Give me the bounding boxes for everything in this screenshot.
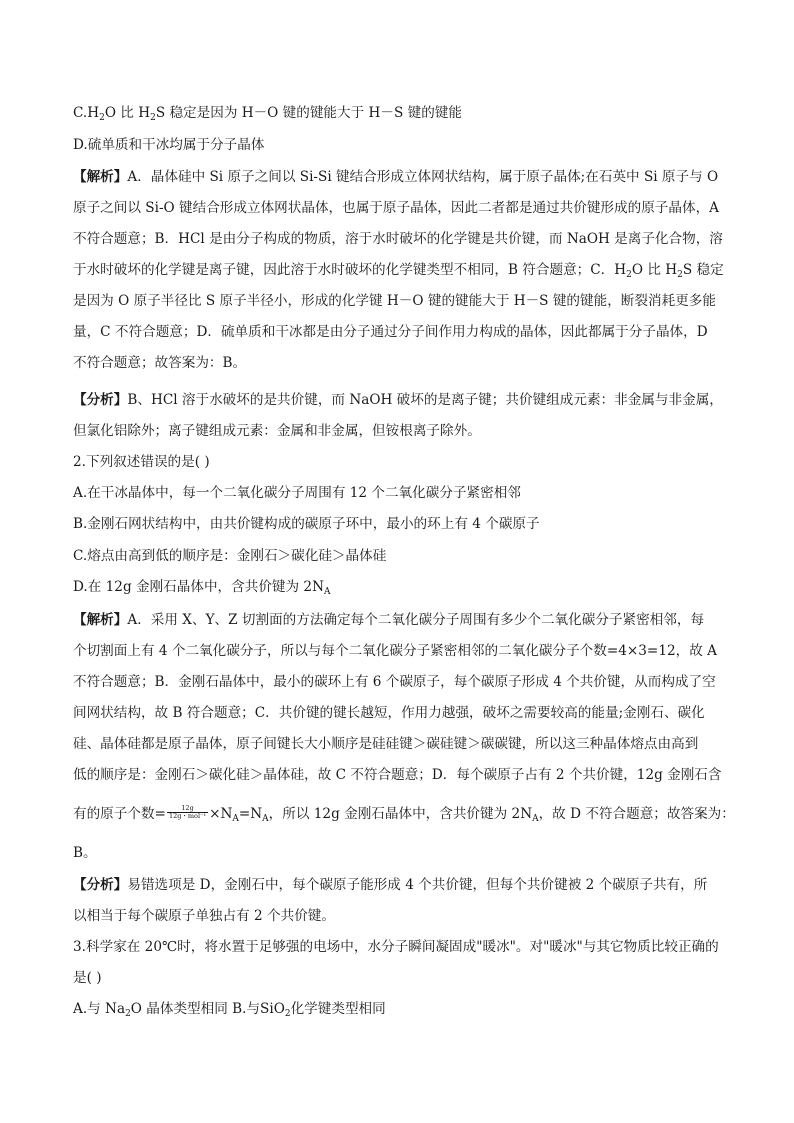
- analysis-2-line-3: 不符合题意；B．金刚石晶体中，最小的碳环上有 6 个碳原子，每个碳原子形成 4 个共价键，从而构成了空: [73, 674, 716, 690]
- analysis-1-line-1: 【解析】A．晶体硅中 Si 原子之间以 Si-Si 键结合形成立体网状结构，属于原子晶体;在石英中 Si 原子与 O: [73, 169, 719, 185]
- fenxi-2-line-2: 以相当于每个碳原子单独占有 2 个共价键。: [73, 908, 335, 924]
- question-3-options-ab: A.与 $Na_2O$ 晶体类型相同 B.与SiO$_2$化学键类型相同: [73, 1001, 386, 1019]
- analysis-1-line-6: 量，C 不符合题意；D．硫单质和干冰都是由分子通过分子间作用力构成的晶体，因此都属于分子晶体，D: [73, 324, 708, 340]
- analysis-2-line-7: 有的原子个数= $\frac{12g}{\text{12g・mol⁻¹}}$ $\times N_A=N_A$，所以 12g 金刚石晶体中，含共价键为 $2N_A$，故 D 不符合题意；故答案为：: [73, 804, 735, 824]
- analysis-1-line-7: 不符合题意；故答案为：B。: [73, 355, 247, 371]
- fenxi-2-line-1: 【分析】易错选项是 D，金刚石中，每个碳原子能形成 4 个共价键，但每个共价键被 2 个碳原子共有，所: [73, 877, 708, 893]
- analysis-2-line-2: 个切割面上有 4 个二氧化碳分子，所以与每个二氧化碳分子紧密相邻的二氧化碳分子个数=4×3=12，故 A: [73, 643, 717, 659]
- question-3-stem-line-2: 是( ): [73, 970, 102, 986]
- option-d-line: D.硫单质和干冰均属于分子晶体: [73, 137, 265, 153]
- question-2-option-c: C.熔点由高到低的顺序是：金刚石＞碳化硅＞晶体硅: [73, 548, 387, 564]
- analysis-2-line-1: 【解析】A．采用 X、Y、Z 切割面的方法确定每个二氧化碳分子周围有多少个二氧化碳分子紧密相邻，每: [73, 612, 705, 628]
- analysis-1-line-4: 于水时破坏的化学键是离子键，因此溶于水时破坏的化学键类型不相同，B 符合题意；C．$H_2O$ 比 $H_2S$ 稳定: [73, 262, 724, 280]
- question-2-option-b: B.金刚石网状结构中，由共价键构成的碳原子环中，最小的环上有 4 个碳原子: [73, 516, 540, 532]
- question-2-stem: 2.下列叙述错误的是( ): [73, 454, 210, 470]
- analysis-2-line-6: 低的顺序是：金刚石＞碳化硅＞晶体硅，故 C 不符合题意；D．每个碳原子占有 2 个共价键，12g 金刚石含: [73, 767, 722, 783]
- question-3-stem-line-1: 3.科学家在 20℃时，将水置于足够强的电场中，水分子瞬间凝固成"暖冰"。对"暖冰"与其它物质比较正确的: [73, 939, 719, 955]
- question-2-option-d: D.在 12g 金刚石晶体中，含共价键为 $2N_A$: [73, 579, 331, 597]
- fenxi-1-line-1: 【分析】B、HCl 溶于水破坏的是共价键，而 NaOH 破坏的是离子键；共价键组成元素：非金属与非金属，: [73, 392, 723, 408]
- fenxi-1-line-2: 但氯化铝除外；离子键组成元素：金属和非金属，但铵根离子除外。: [73, 423, 481, 439]
- analysis-label: 【解析】: [73, 612, 128, 628]
- option-c-line: $C.H_2O$ 比 $H_2S$ 稳定是因为 H－O 键的键能大于 H－S 键的键能: [73, 105, 462, 123]
- analysis-1-line-2: 原子之间以 Si-O 键结合形成立体网状晶体，也属于原子晶体，因此二者都是通过共价键形成的原子晶体，A: [73, 200, 719, 216]
- fraction: $\frac{12g}{\text{12g・mol⁻¹}}$: [168, 804, 207, 820]
- analysis-label: 【解析】: [73, 169, 128, 185]
- analysis-2-line-8: B。: [73, 845, 97, 861]
- analysis-2-line-4: 间网状结构，故 B 符合题意；C．共价键的键长越短，作用力越强，破坏之需要较高的能量;金刚石、碳化: [73, 705, 705, 721]
- fenxi-label: 【分析】: [73, 877, 128, 893]
- analysis-1-line-3: 不符合题意；B．HCl 是由分子构成的物质，溶于水时破坏的化学键是共价键，而 NaOH 是离子化合物，溶: [73, 231, 723, 247]
- analysis-2-line-5: 硅、晶体硅都是原子晶体，原子间键长大小顺序是硅硅键＞碳硅键＞碳碳键，所以这三种晶体熔点由高到: [73, 736, 699, 752]
- analysis-1-line-5: 是因为 O 原子半径比 S 原子半径小，形成的化学键 H－O 键的键能大于 H－S 键的键能，断裂消耗更多能: [73, 293, 716, 309]
- question-2-option-a: A.在干冰晶体中，每一个二氧化碳分子周围有 12 个二氧化碳分子紧密相邻: [73, 485, 521, 501]
- fenxi-label: 【分析】: [73, 392, 128, 408]
